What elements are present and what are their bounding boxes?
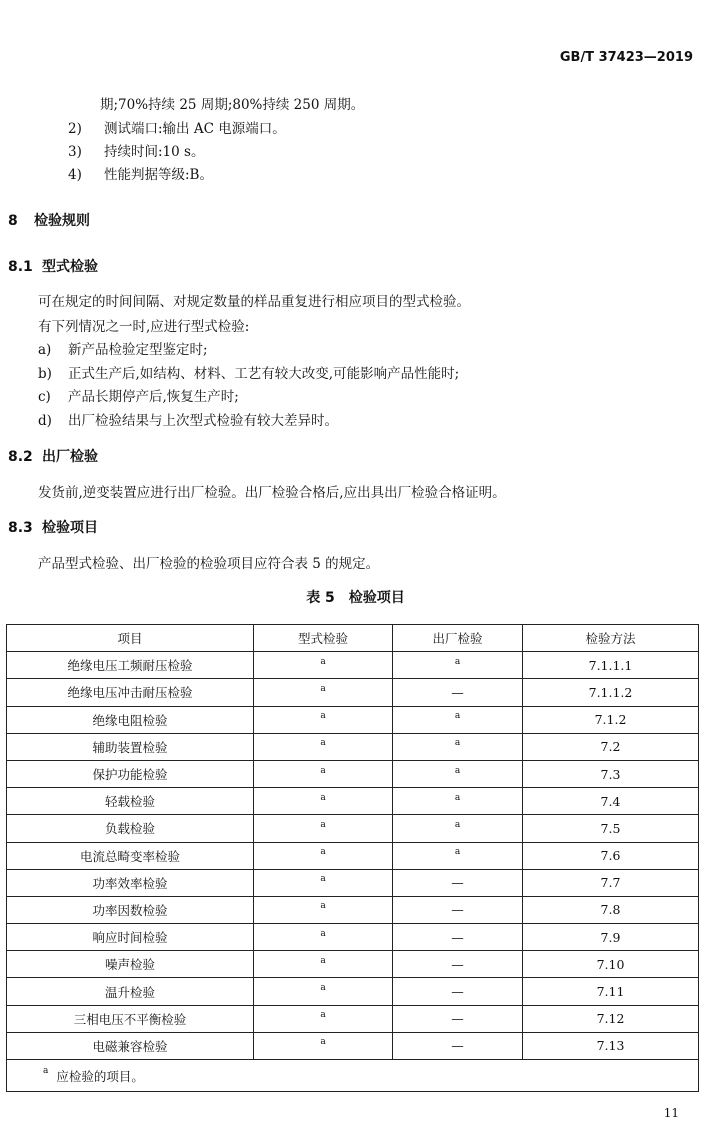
page-number: 11 [663,1106,679,1120]
column-header-type-test: 型式检验 [254,625,393,652]
method-cell: 7.13 [523,1032,699,1059]
factory-test-cell [393,842,523,869]
factory-test-cell: — [393,869,523,896]
table-row [7,815,699,842]
footnote-mark: a [320,792,326,803]
factory-test-cell: — [393,951,523,978]
table-note-text: 应检验的项目。 [56,1068,144,1084]
footnote-mark: a [320,765,326,776]
list-mark: a) [38,342,52,358]
method-cell: 7.6 [523,842,699,869]
factory-test-cell [393,652,523,679]
factory-test-cell: — [393,924,523,951]
footnote-mark: a [454,765,461,776]
type-test-cell [254,842,393,869]
footnote-mark: a [320,847,326,858]
table-row [7,951,699,978]
list-item [38,409,338,429]
footnote-mark: a [320,874,326,885]
list-mark: c) [38,389,51,405]
footnote-mark: a [320,1037,326,1048]
table-note [7,1060,699,1092]
item-cell: 功率效率检验 [7,869,254,896]
table-row [7,760,699,787]
method-cell: 7.5 [523,815,699,842]
factory-test-cell: — [393,978,523,1005]
factory-test-cell: — [393,1005,523,1032]
list-mark: b) [38,366,52,382]
method-cell: 7.1.2 [523,706,699,733]
item-cell: 电磁兼容检验 [7,1032,254,1059]
section-title: 检验规则 [34,213,90,229]
table-header-row [7,625,699,652]
type-test-cell [254,1005,393,1032]
factory-test-cell [393,788,523,815]
footnote-mark: a [454,792,461,803]
type-test-cell [254,733,393,760]
factory-test-cell [393,733,523,760]
table-row [7,788,699,815]
column-header-method: 检验方法 [523,625,699,652]
list-text: 新产品检验定型鉴定时; [68,342,208,358]
table-row [7,679,699,706]
section-number: 8.1 [8,259,33,275]
section-heading [8,446,98,466]
footnote-mark: a [320,819,326,830]
footnote-mark: a [43,1065,49,1076]
list-text: 性能判据等级:B。 [104,167,213,183]
footnote-mark: a [320,656,326,667]
factory-test-cell: — [393,896,523,923]
footnote-mark: a [454,711,461,722]
column-header-item: 项目 [7,625,254,652]
table-row [7,978,699,1005]
paragraph: 可在规定的时间间隔、对规定数量的样品重复进行相应项目的型式检验。 [38,294,470,310]
method-cell: 7.1.1.2 [523,679,699,706]
type-test-cell [254,951,393,978]
continuation-text: 期;70%持续 25 周期;80%持续 250 周期。 [100,97,365,113]
table-note-row [7,1060,699,1092]
standard-number: GB/T 37423—2019 [559,50,693,65]
item-cell: 三相电压不平衡检验 [7,1005,254,1032]
method-cell: 7.9 [523,924,699,951]
table-row [7,733,699,760]
footnote-mark: a [320,683,326,694]
method-cell: 7.1.1.1 [523,652,699,679]
table-caption: 表 5 检验项目 [306,590,405,606]
item-cell: 绝缘电阻检验 [7,706,254,733]
item-cell: 绝缘电压冲击耐压检验 [7,679,254,706]
section-number: 8.3 [8,520,33,536]
item-cell: 噪声检验 [7,951,254,978]
type-test-cell [254,924,393,951]
footnote-mark: a [320,955,326,966]
item-cell: 保护功能检验 [7,760,254,787]
item-cell: 负载检验 [7,815,254,842]
method-cell: 7.3 [523,760,699,787]
type-test-cell [254,815,393,842]
type-test-cell [254,788,393,815]
footnote-mark: a [454,819,461,830]
factory-test-cell: — [393,679,523,706]
list-item [38,362,459,382]
item-cell: 响应时间检验 [7,924,254,951]
method-cell: 7.10 [523,951,699,978]
type-test-cell [254,679,393,706]
footnote-mark: a [320,711,326,722]
table-row [7,1005,699,1032]
method-cell: 7.8 [523,896,699,923]
type-test-cell [254,760,393,787]
type-test-cell [254,869,393,896]
footnote-mark: a [454,656,461,667]
type-test-cell [254,896,393,923]
column-header-factory-test: 出厂检验 [393,625,523,652]
table-row [7,706,699,733]
method-cell: 7.2 [523,733,699,760]
method-cell: 7.7 [523,869,699,896]
footnote-mark: a [320,983,326,994]
footnote-mark: a [320,1010,326,1021]
type-test-cell [254,1032,393,1059]
list-text: 持续时间:10 s。 [104,144,205,160]
section-heading [8,517,98,537]
item-cell: 功率因数检验 [7,896,254,923]
table-row [7,842,699,869]
factory-test-cell [393,706,523,733]
list-text: 出厂检验结果与上次型式检验有较大差异时。 [68,413,338,429]
section-heading [8,256,98,276]
type-test-cell [254,978,393,1005]
list-item [68,140,204,160]
table-row [7,924,699,951]
footnote-mark: a [454,738,461,749]
table-row [7,869,699,896]
list-mark: 3) [68,144,82,160]
item-cell: 轻载检验 [7,788,254,815]
list-item [68,117,286,137]
item-cell: 辅助装置检验 [7,733,254,760]
item-cell: 电流总畸变率检验 [7,842,254,869]
list-item [68,163,213,183]
list-mark: 2) [68,121,82,137]
footnote-mark: a [454,847,461,858]
section-title: 型式检验 [42,259,98,275]
type-test-cell [254,706,393,733]
list-text: 产品长期停产后,恢复生产时; [68,389,239,405]
list-item [38,338,208,358]
section-number: 8 [8,213,18,229]
factory-test-cell [393,760,523,787]
section-title: 出厂检验 [42,449,98,465]
list-text: 测试端口:输出 AC 电源端口。 [104,121,286,137]
table-row [7,896,699,923]
section-heading [8,210,90,230]
footnote-mark: a [320,901,326,912]
list-item [38,385,239,405]
list-text: 正式生产后,如结构、材料、工艺有较大改变,可能影响产品性能时; [68,366,460,382]
paragraph: 有下列情况之一时,应进行型式检验: [38,319,250,335]
section-number: 8.2 [8,449,33,465]
footnote-mark: a [320,738,326,749]
item-cell: 温升检验 [7,978,254,1005]
paragraph: 产品型式检验、出厂检验的检验项目应符合表 5 的规定。 [38,556,380,572]
type-test-cell [254,652,393,679]
list-mark: 4) [68,167,82,183]
factory-test-cell: — [393,1032,523,1059]
footnote-mark: a [320,928,326,939]
method-cell: 7.11 [523,978,699,1005]
table-row [7,652,699,679]
list-mark: d) [38,413,52,429]
section-title: 检验项目 [42,520,98,536]
inspection-items-table [6,624,699,1092]
method-cell: 7.4 [523,788,699,815]
item-cell: 绝缘电压工频耐压检验 [7,652,254,679]
method-cell: 7.12 [523,1005,699,1032]
paragraph: 发货前,逆变装置应进行出厂检验。出厂检验合格后,应出具出厂检验合格证明。 [38,485,506,501]
table-row [7,1032,699,1059]
factory-test-cell [393,815,523,842]
